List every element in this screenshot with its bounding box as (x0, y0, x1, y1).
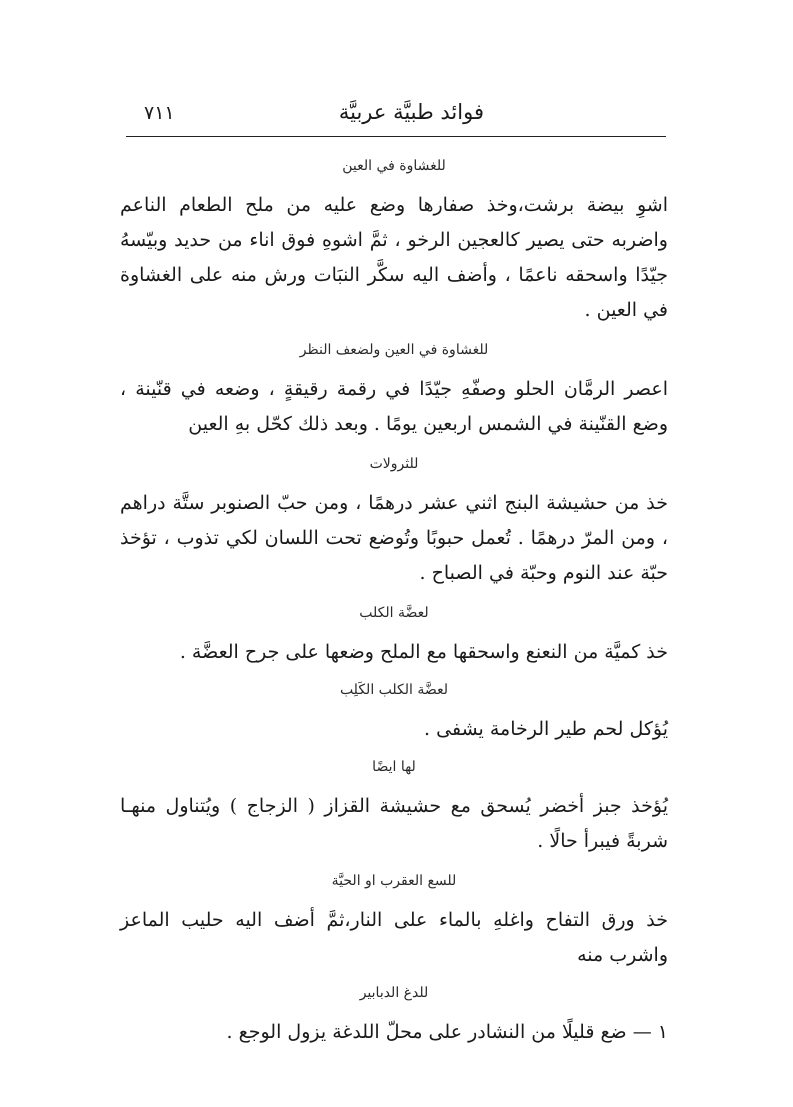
section-text: اشوِ بيضة برشت،وخذ صفارها وضع عليه من ملح الطعام الناعم واضربه حتى يصير كالعجين الرخو ، ثمَّ اشوهِ فوق اناء من حديد وبيّسهُ جيّدًا واسحقه ناعمًا ، وأضف اليه سكَّر النبَات ورش منه على الغشاوة في العين . (120, 194, 668, 321)
section-heading: للثرولات (369, 456, 419, 472)
section-text: يُؤخذ جبز أخضر يُسحق مع حشيشة القزاز ( الزجاج ) ويُتناول منهـا شربةً فيبرأ حالًا . (120, 795, 668, 852)
section-heading: للغشاوة في العين ولضعف النظر (299, 342, 489, 358)
section-heading: للسع العقرب او الحيَّة (331, 873, 457, 889)
section-heading: لها ايضًا (372, 759, 416, 775)
running-title: فوائد طبيَّة عربيَّة (338, 100, 484, 124)
section-text: اعصر الرمَّان الحلو وصفّهِ جيّدًا في رقمة رقيقةٍ ، وضعه في قنّينة ، وضع القنّينة في الشمس اربعين يومًا . وبعد ذلك كحّل بهِ العين (120, 378, 668, 435)
section-text: خذ ورق التفاح واغلهِ بالماء على النار،ثمَّ أضف اليه حليب الماعز واشرب منه (120, 909, 668, 966)
section-text: خذ كميَّة من النعنع واسحقها مع الملح وضعها على جرح العضَّة . (179, 641, 668, 663)
section-heading: للغشاوة في العين (342, 158, 446, 174)
running-head (130, 96, 664, 136)
header-rule (126, 136, 666, 137)
section-text: خذ من حشيشة البنج اثني عشر درهمًا ، ومن حبّ الصنوبر ستَّة دراهم ، ومن المرّ درهمًا . تُعمل حبوبًا وتُوضع تحت اللسان لكي تذوب ، تؤخذ حبّة عند النوم وحبّة في الصباح . (120, 492, 668, 584)
section-text: يُؤكل لحم طير الرخامة يشفى . (424, 718, 668, 740)
section-heading: للدغ الدبابير (359, 985, 429, 1001)
page-number: ٧١١ (144, 102, 175, 124)
section-heading: لعضَّة الكلب (359, 605, 429, 621)
section-text: ١ — ضع قليلًا من النشادر على محلّ اللدغة يزول الوجع . (226, 1021, 668, 1043)
page-content (120, 150, 668, 1062)
section-heading: لعضَّة الكلب الكَلِب (339, 682, 449, 698)
